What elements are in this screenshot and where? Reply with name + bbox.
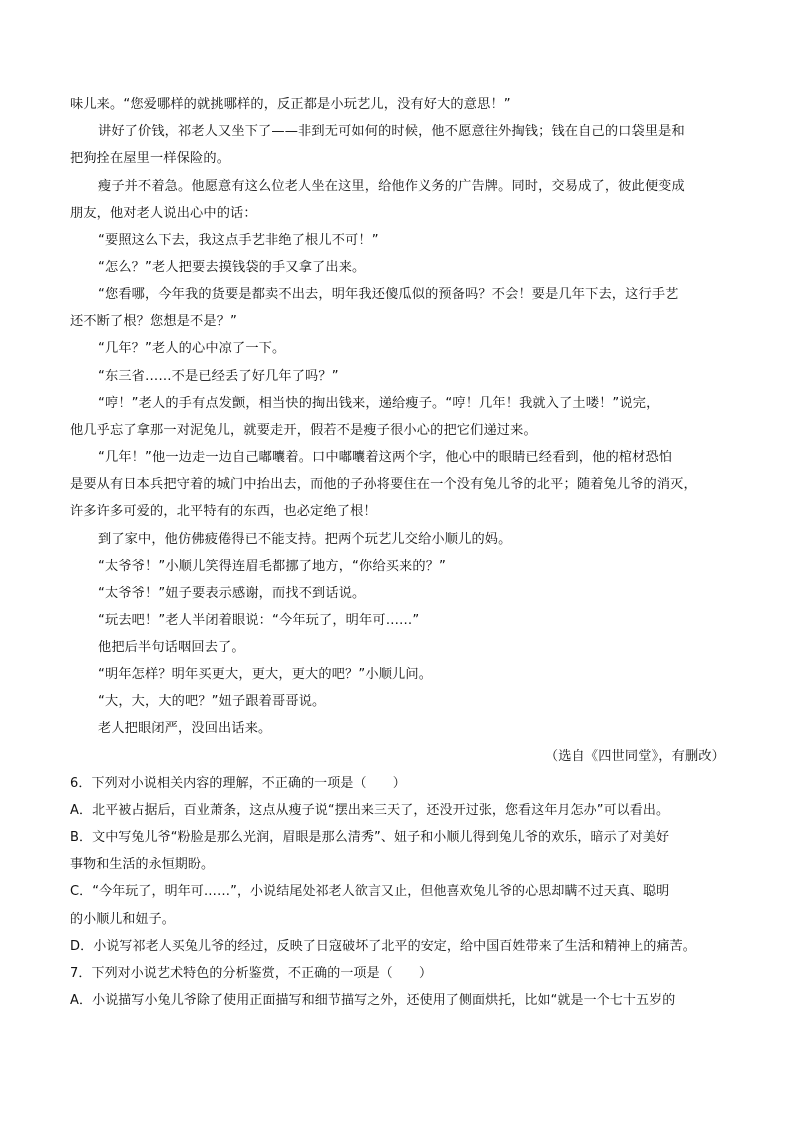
option-6b: B．文中写兔儿爷“粉脸是那么光润，眉眼是那么清秀”、妞子和小顺儿得到兔儿爷的欢乐，暗示了对美好 (70, 830, 670, 845)
text-line: 他几乎忘了拿那一对泥兔儿，就要走开，假若不是瘦子很小心的把它们递过来。 (70, 423, 537, 438)
text-line: 朋友，他对老人说出心中的话： (70, 206, 257, 221)
text-line: 味儿来。“您爱哪样的就挑哪样的，反正都是小玩艺儿，没有好大的意思！” (70, 97, 511, 112)
option-6c-continued: 的小顺儿和妞子。 (70, 912, 175, 927)
text-line: 到了家中，他仿佛疲倦得已不能支持。把两个玩艺儿交给小顺儿的妈。 (98, 532, 512, 547)
text-line: 老人把眼闭严，没回出话来。 (98, 721, 272, 736)
text-line: “几年！”他一边走一边自己嘟囔着。口中嘟囔着这两个字，他心中的眼睛已经看到，他的棺材恐怕 (98, 450, 673, 465)
text-line: “几年？”老人的心中凉了一下。 (98, 341, 286, 356)
option-6b-continued: 事物和生活的永恒期盼。 (70, 857, 215, 872)
text-line: “东三省……不是已经丢了好几年了吗？” (98, 369, 339, 384)
text-line: “哼！”老人的手有点发颤，相当快的掏出钱来，递给瘦子。“哼！几年！我就入了土喽！”说完， (98, 396, 660, 411)
text-line: 是要从有日本兵把守着的城门中抬出去，而他的子孙将要住在一个没有兔儿爷的北平；随着兔儿爷的消灭， (70, 477, 697, 492)
text-line: 讲好了价钱，祁老人又坐下了——非到无可如何的时候，他不愿意往外掏钱；钱在自己的口袋里是和 (98, 124, 685, 139)
text-line: “太爷爷！”妞子要表示感谢，而找不到话说。 (98, 586, 366, 601)
option-6c: C．“今年玩了，明年可……”，小说结尾处祁老人欲言又止，但他喜欢兔儿爷的心思却瞒不过天真、聪明 (70, 884, 670, 899)
text-line: “太爷爷！”小顺儿笑得连眉毛都挪了地方，“你给买来的？” (98, 559, 447, 574)
text-line: “明年怎样？明年买更大，更大，更大的吧？”小顺儿问。 (98, 667, 433, 682)
question-6-stem: 6．下列对小说相关内容的理解，不正确的一项是（ ） (70, 776, 406, 791)
text-line: 他把后半句话咽回去了。 (98, 640, 245, 655)
text-line: 许多许多可爱的，北平特有的东西，也必定绝了根！ (70, 504, 377, 519)
text-line: “怎么？”老人把要去摸钱袋的手又拿了出来。 (98, 260, 366, 275)
option-6d: D．小说写祁老人买兔儿爷的经过，反映了日寇破坏了北平的安定，给中国百姓带来了生活和精神上的痛苦。 (70, 939, 696, 954)
text-line: “您看哪，今年我的货要是都卖不出去，明年我还傻瓜似的预备吗？不会！要是几年下去，这行手艺 (98, 287, 679, 302)
text-line: “玩去吧！”老人半闭着眼说：“今年玩了，明年可……” (98, 613, 420, 628)
source-citation: （选自《四世同堂》，有删改） (544, 749, 725, 764)
question-7-stem: 7．下列对小说艺术特色的分析鉴赏，不正确的一项是（ ） (70, 966, 433, 981)
option-6a: A．北平被占据后，百业萧条，这点从瘦子说“摆出来三天了，还没开过张，您看这年月怎办”可以看出。 (70, 803, 670, 818)
text-line: 把狗拴在屋里一样保险的。 (70, 151, 231, 166)
text-line: 瘦子并不着急。他愿意有这么位老人坐在这里，给他作义务的广告牌。同时，交易成了，彼此便变成 (98, 179, 685, 194)
text-line: “要照这么下去，我这点手艺非绝了根儿不可！” (98, 233, 379, 248)
text-line: “大，大，大的吧？”妞子跟着哥哥说。 (98, 694, 326, 709)
option-7a: A．小说描写小兔儿爷除了使用正面描写和细节描写之外，还使用了侧面烘托，比如“就是一个七十五岁的 (70, 993, 676, 1008)
text-line: 还不断了根？您想是不是？” (70, 314, 238, 329)
